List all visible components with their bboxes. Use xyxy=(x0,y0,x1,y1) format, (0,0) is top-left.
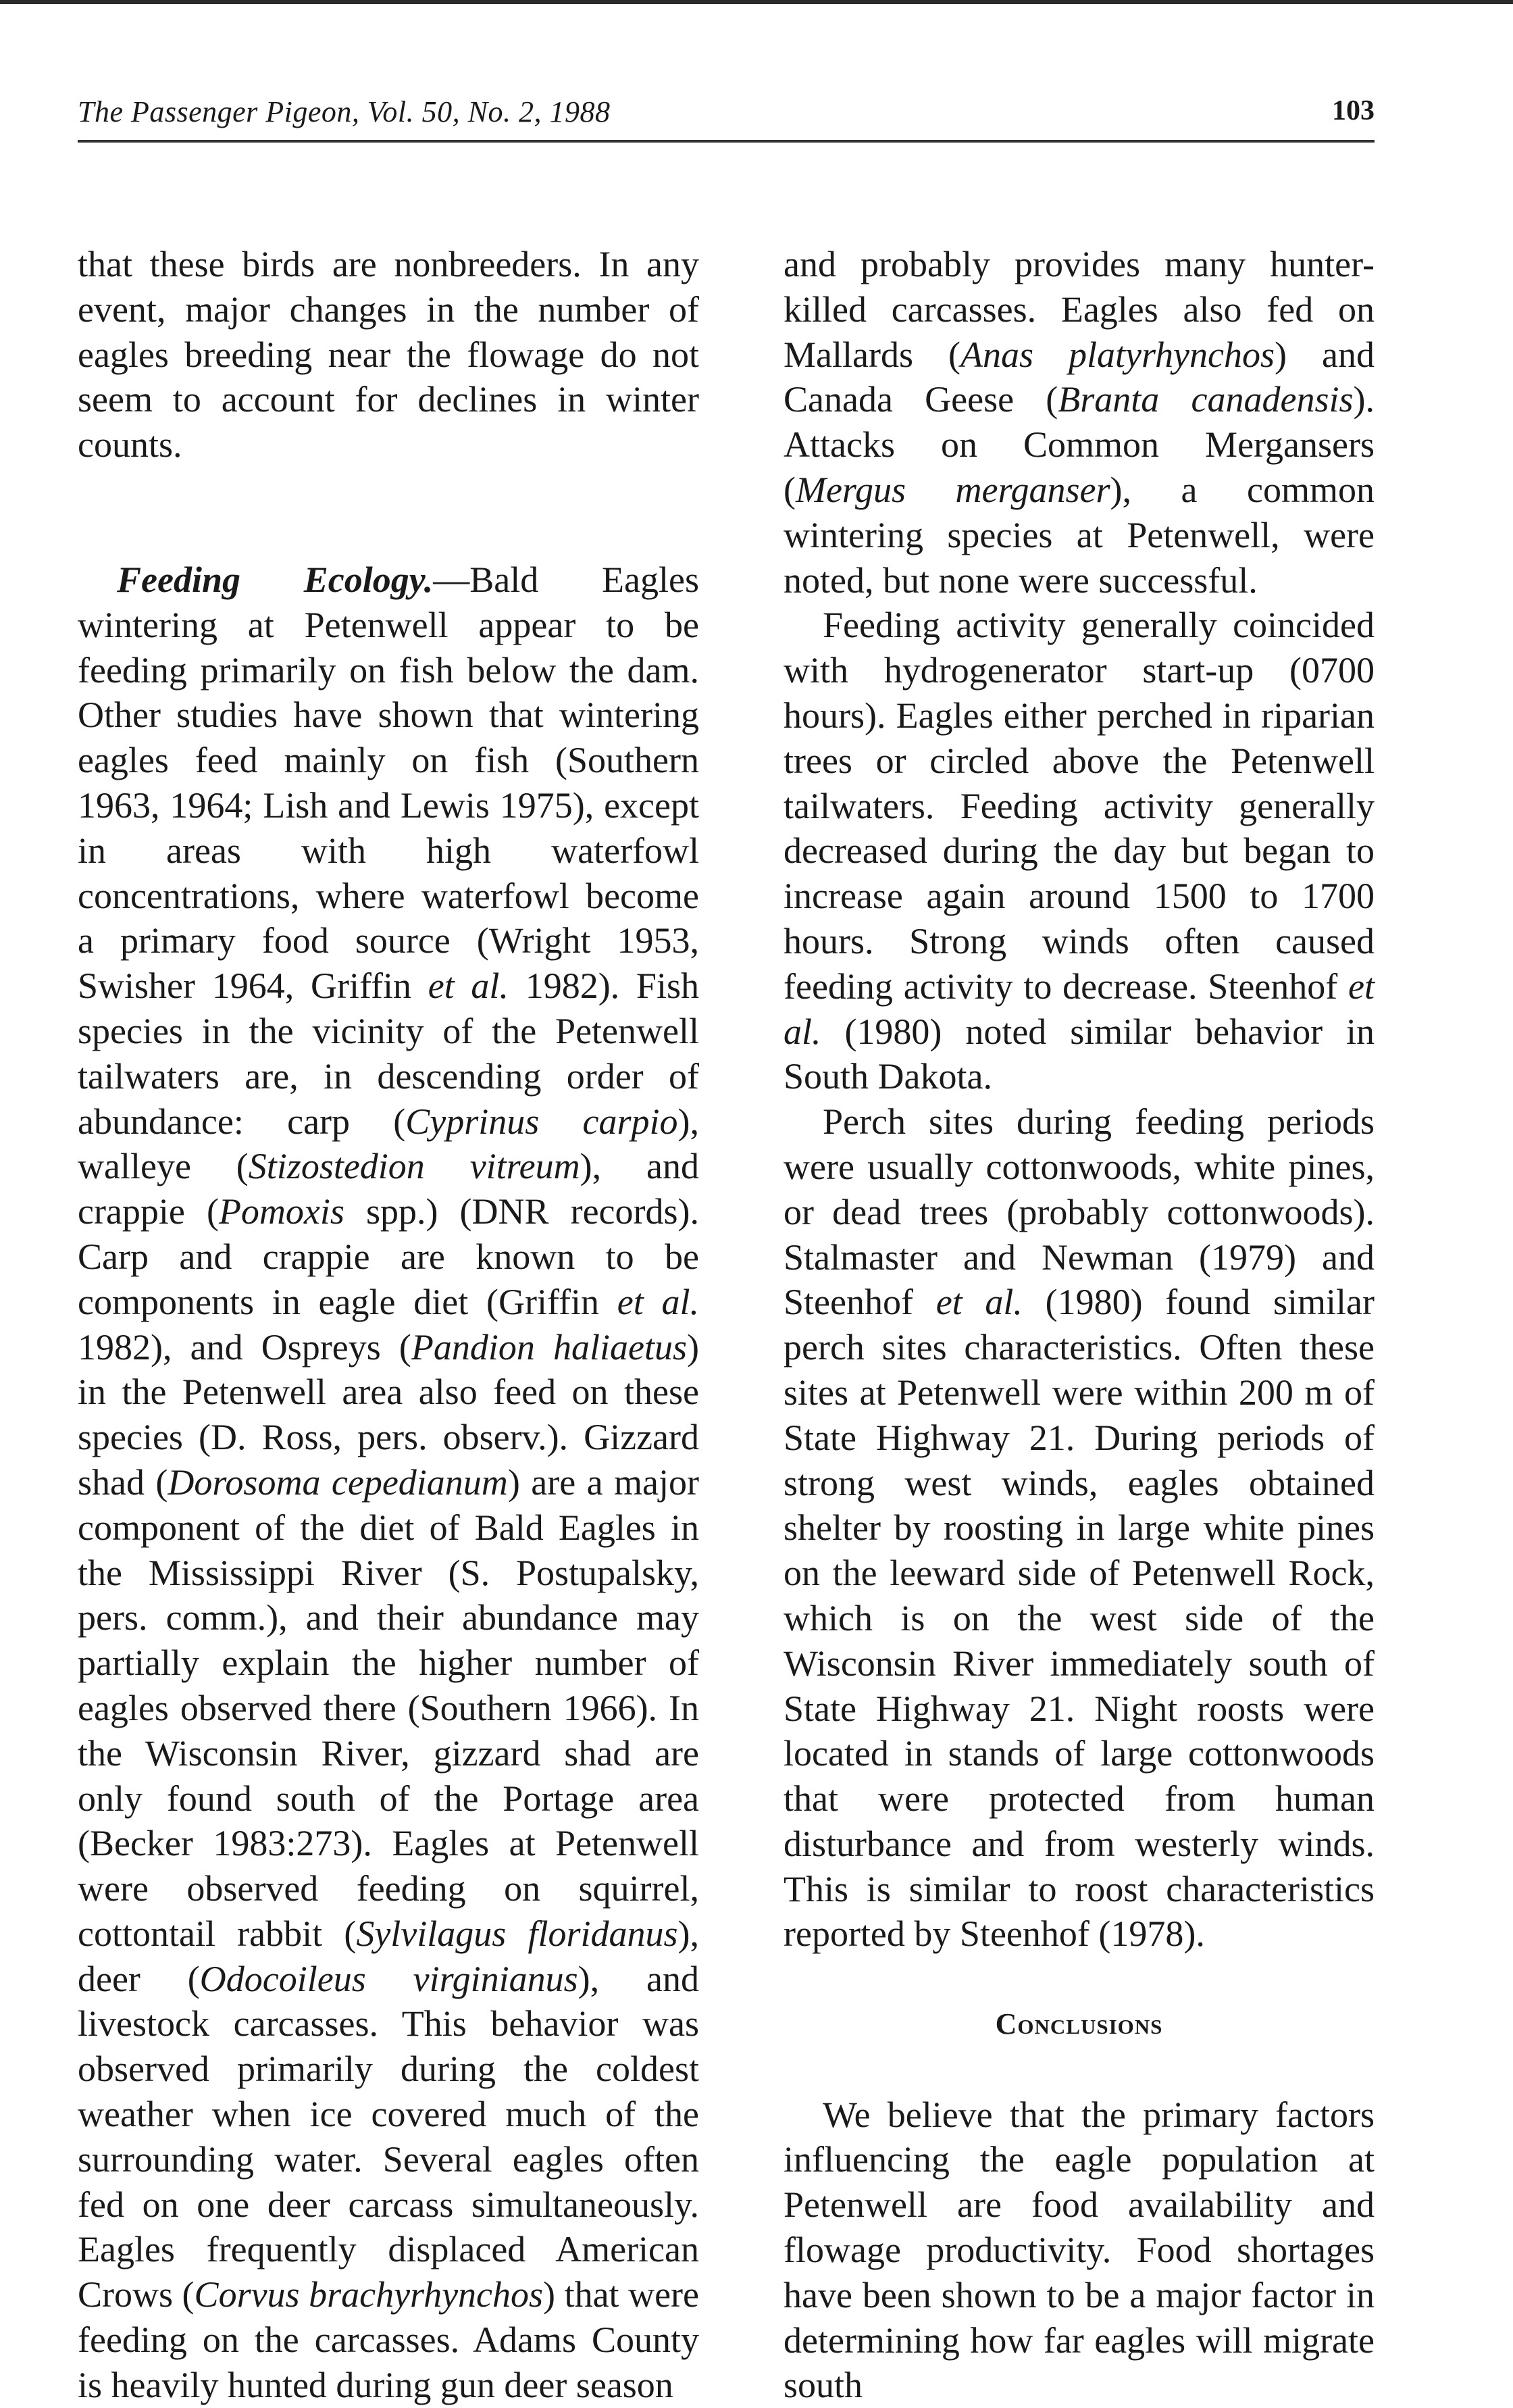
runin-heading-feeding-ecology: Feeding Ecology. xyxy=(117,559,434,600)
text-span: and probably provides many hunter-killed carcasses. Eagles also fed on Mallards ( xyxy=(784,244,1375,375)
paragraph-feeding-activity xyxy=(784,603,1375,1099)
scan-edge-line xyxy=(0,0,1513,4)
paragraph-carcasses xyxy=(784,242,1375,603)
italic-span: Sylvilagus floridanus xyxy=(356,1913,678,1954)
text-span: ), a common wintering species at Petenwell, were noted, but none were successful. xyxy=(784,469,1375,601)
text-span: spp.) (DNR records). Carp and crappie are known to be components in eagle diet (Griffin xyxy=(78,1191,699,1322)
italic-span: et al. xyxy=(784,965,1375,1052)
paragraph-nonbreeders: that these birds are nonbreeders. In any event, major changes in the number of eagles breeding near the flowage do not seem to account for declines in winter counts. xyxy=(78,244,699,466)
italic-span: Corvus brachyrhynchos xyxy=(194,2274,544,2315)
text-span: 1982), and Ospreys ( xyxy=(78,1326,411,1368)
text-span: ) are a major component of the diet of Bald Eagles in the Mississippi River (S. Postupalsky, pers. comm.), and their abundance may partially explain the higher number of eagles observed there (Southern 1966). In the Wisconsin River, gizzard shad are only found south of the Portage area (Becker 1983:273). Eagles at Petenwell were observed feeding on squirrel, cottontail rabbit ( xyxy=(78,1461,699,1954)
text-span: ), and livestock carcasses. This behavior was observed primarily during the coldest weather when ice covered much of the surrounding water. Several eagles often fed on one deer carcass simultaneously. Eagles frequently displaced American Crows ( xyxy=(78,1958,699,2315)
text-span: 1982). Fish species in the vicinity of the Petenwell tailwaters are, in descending order of abundance: carp ( xyxy=(78,965,699,1142)
italic-span: Pomoxis xyxy=(218,1191,344,1232)
text-span: (1980) found similar perch sites characteristics. Often these sites at Petenwell were within 200 m of State Highway 21. During periods of strong west winds, eagles obtained shelter by roosting in large white pines on the leeward side of Petenwell Rock, which is on the west side of the Wisconsin River immediately south of State Highway 21. Night roosts were located in stands of large cottonwoods that were protected from human disturbance and from westerly winds. This is similar to roost characteristics reported by Steenhof (1978). xyxy=(784,1282,1375,1955)
italic-span: Anas platyrhynchos xyxy=(960,334,1275,375)
paragraph-gap xyxy=(784,1957,1375,2002)
italic-span: Odocoileus virginianus xyxy=(199,1958,578,1999)
left-column xyxy=(78,242,699,2408)
section-heading-conclusions: Conclusions xyxy=(995,2007,1163,2041)
text-span: —Bald Eagles wintering at Petenwell appear to be feeding primarily on fish below the dam. Other studies have shown that wintering eagles feed mainly on fish (Southern 1963, 1964; Lish and Lewis 1975), except in areas with high waterfowl concentrations, where waterfowl become a primary food source (Wright 1953, Swisher 1964, Griffin xyxy=(78,559,699,1007)
text-span: ), and crappie ( xyxy=(78,1146,700,1232)
text-span: ) that were feeding on the carcasses. Adams County is heavily hunted during gun deer season xyxy=(78,2274,699,2405)
italic-span: et al. xyxy=(617,1281,699,1322)
paragraph-feeding-ecology xyxy=(78,557,699,2408)
text-span: (1980) noted similar behavior in South Dakota. xyxy=(784,1011,1375,1097)
italic-span: et al. xyxy=(935,1282,1023,1323)
text-span: ). Attacks on Common Mergansers ( xyxy=(784,379,1375,510)
text-span: Feeding activity generally coincided with hydrogenerator start-up (0700 hours). Eagles either perched in riparian trees or circled above the Petenwell tailwaters. Feeding activity generally decreased during the day but began to increase again around 1500 to 1700 hours. Strong winds often caused feeding activity to decrease. Steenhof xyxy=(784,605,1375,1007)
text-span: ) and Canada Geese ( xyxy=(784,334,1375,420)
journal-citation: The Passenger Pigeon, Vol. 50, No. 2, 1988 xyxy=(78,95,611,128)
page-number: 103 xyxy=(1332,95,1375,126)
running-head xyxy=(78,95,1375,142)
right-column xyxy=(784,242,1375,2408)
text-span: ), walleye ( xyxy=(78,1101,699,1187)
paragraph-perch-sites xyxy=(784,1099,1375,1957)
text-span: ) in the Petenwell area also feed on these species (D. Ross, pers. observ.). Gizzard shad ( xyxy=(78,1326,699,1503)
italic-span: Pandion haliaetus xyxy=(411,1326,688,1368)
italic-span: et al. xyxy=(428,965,509,1007)
paragraph-gap xyxy=(784,2047,1375,2092)
header-rule xyxy=(78,140,1375,143)
italic-span: Dorosoma cepedianum xyxy=(168,1461,508,1503)
italic-span: Branta canadensis xyxy=(1058,379,1354,420)
italic-span: Mergus merganser xyxy=(795,469,1110,510)
text-span: Perch sites during feeding periods were usually cottonwoods, white pines, or dead trees (probably cottonwoods). Stalmaster and Newman (1979) and Steenhof xyxy=(784,1101,1375,1323)
text-span: ), deer ( xyxy=(78,1913,700,1999)
italic-span: Stizostedion vitreum xyxy=(248,1146,580,1187)
paragraph-gap xyxy=(78,468,699,557)
italic-span: Cyprinus carpio xyxy=(405,1101,678,1142)
paragraph-conclusions: We believe that the primary factors influencing the eagle population at Petenwell are food availability and flowage productivity. Food shortages have been shown to be a major factor in determining how far eagles will migrate south xyxy=(784,2094,1375,2406)
